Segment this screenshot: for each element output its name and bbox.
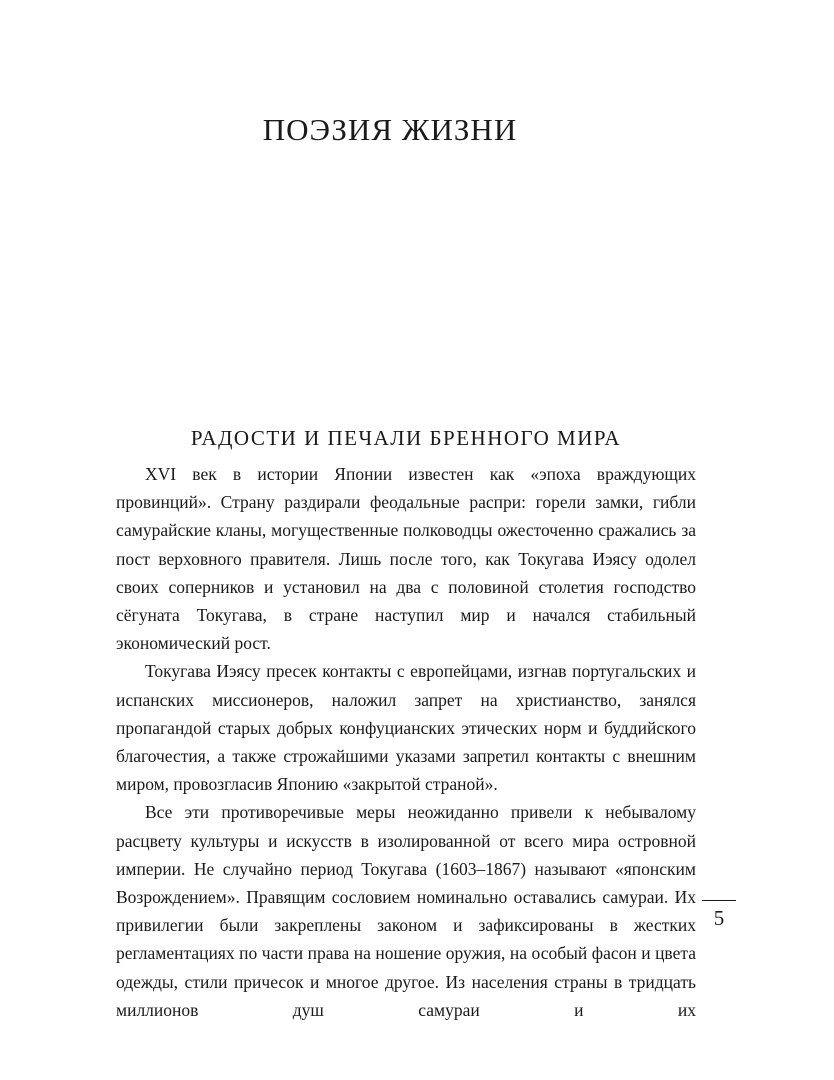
folio-rule xyxy=(702,900,736,901)
section-title: РАДОСТИ И ПЕЧАЛИ БРЕННОГО МИРА xyxy=(190,426,622,450)
paragraph: XVI век в истории Японии известен как «эпоха враждующих провинций». Страну раздирали феодальные распри: горели замки, гибли самурайские кланы, могущественные полководцы ожесточенно сражались за пост верховного правителя. Лишь после того, как Токугава Иэясу одолел своих соперников и установил на два с половиной столетия господство сёгуната Токугава, в стране наступил мир и начался стабильный экономический рост. xyxy=(116,464,696,654)
page-number: 5 xyxy=(713,906,725,930)
body-text xyxy=(116,460,696,1024)
paragraph: Токугава Иэясу пресек контакты с европейцами, изгнав португальских и испанских миссионеров, наложил запрет на христианство, занялся пропагандой старых добрых конфуцианских этических норм и буддийского благочестия, а также строжайшими указами запретил контакты с внешним миром, провозгласив Японию «закрытой страной». xyxy=(116,661,696,795)
chapter-title: ПОЭЗИЯ ЖИЗНИ xyxy=(262,112,518,147)
paragraph: Все эти противоречивые меры неожиданно привели к небывалому расцвету культуры и искусств в изолированной от всего мира островной империи. Не случайно период Токугава (1603–1867) называют «японским Возрождением». Правящим сословием номинально оставались самураи. Их привилегии были закреплены законом и зафиксированы в жестких регламентациях по части права на ношение оружия, на особый фасон и цвета одежды, стили причесок и многое другое. Из населения страны в тридцать миллионов душ самураи и их xyxy=(116,802,696,1020)
